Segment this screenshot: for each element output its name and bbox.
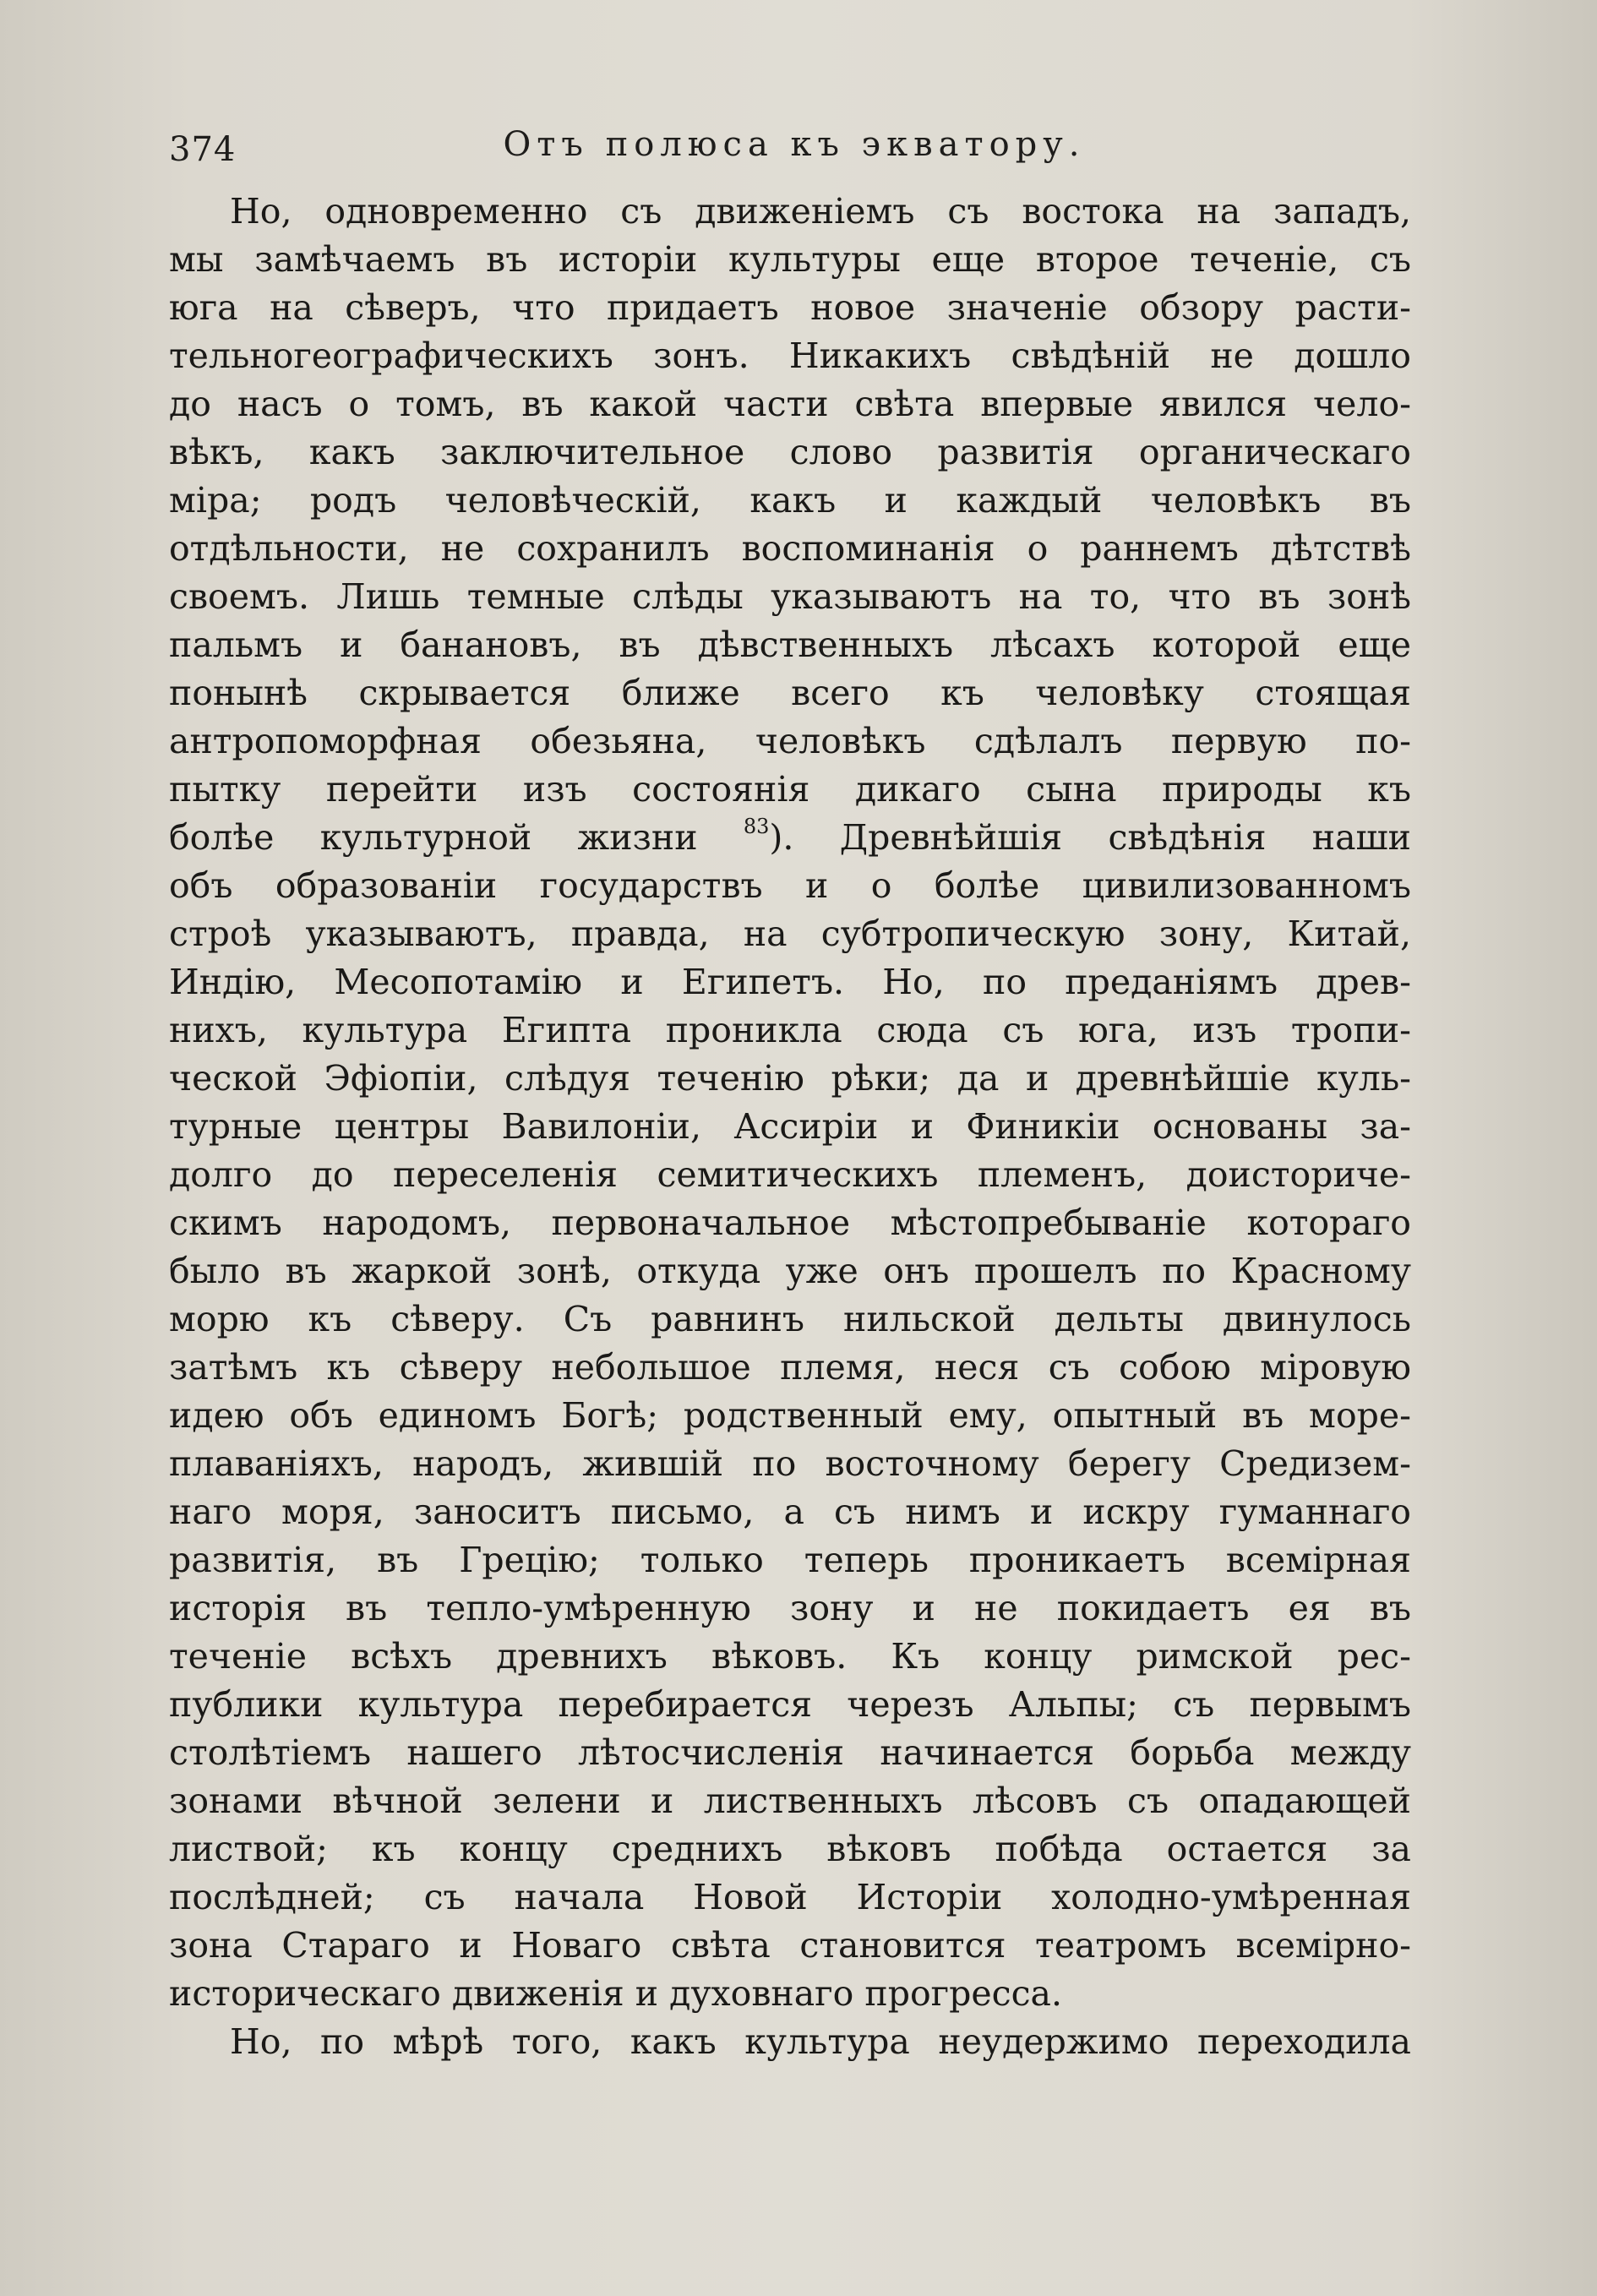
page-header	[169, 125, 1420, 176]
paragraph-end-line: историческаго движенія и духовнаго прогресса.	[169, 1973, 1063, 2014]
text-line: міра; родъ человѣческій, какъ и каждый человѣкъ въ	[169, 480, 1411, 521]
running-title: Отъ полюса къ экватору.	[503, 125, 1086, 164]
text-line: пальмъ и банановъ, въ дѣвственныхъ лѣсахъ которой еще	[169, 624, 1411, 665]
body-text	[169, 188, 1411, 2066]
footnote-reference: 83	[743, 815, 770, 839]
text-line: послѣдней; съ начала Новой Исторіи холодно-умѣренная	[169, 1877, 1411, 1917]
text-line: до насъ о томъ, въ какой части свѣта впервые явился чело-	[169, 384, 1411, 424]
text-line: Но, одновременно съ движеніемъ съ востока на западъ,	[230, 191, 1411, 232]
text-line: нихъ, культура Египта проникла сюда съ юга, изъ тропи-	[169, 1010, 1411, 1050]
text-line: Индію, Месопотамію и Египетъ. Но, по преданіямъ древ-	[169, 962, 1411, 1002]
text-line: плаваніяхъ, народъ, жившій по восточному берегу Средизем-	[169, 1443, 1411, 1484]
text-line: объ образованіи государствъ и о болѣе цивилизованномъ	[169, 865, 1411, 906]
text-line: турные центры Вавилоніи, Ассиріи и Финикіи основаны за-	[169, 1106, 1411, 1147]
page-number: 374	[169, 130, 237, 169]
text-line: отдѣльности, не сохранилъ воспоминанія о раннемъ дѣтствѣ	[169, 528, 1411, 569]
text-line: мы замѣчаемъ въ исторіи культуры еще второе теченіе, съ	[169, 239, 1411, 280]
text-line: ческой Эфіопіи, слѣдуя теченію рѣки; да и древнѣйшіе куль-	[169, 1058, 1411, 1099]
text-line: идею объ единомъ Богѣ; родственный ему, опытный въ море-	[169, 1395, 1411, 1436]
text-line: морю къ сѣверу. Съ равнинъ нильской дельты двинулось	[169, 1299, 1411, 1339]
text-line: долго до переселенія семитическихъ племенъ, доисториче-	[169, 1154, 1411, 1195]
text-line: зона Стараго и Новаго свѣта становится театромъ всемірно-	[169, 1925, 1411, 1966]
text-line: столѣтіемъ нашего лѣтосчисленія начинается борьба между	[169, 1732, 1411, 1773]
text-line: исторія въ тепло-умѣренную зону и не покидаетъ ея въ	[169, 1588, 1411, 1628]
text-line: строѣ указываютъ, правда, на субтропическую зону, Китай,	[169, 913, 1411, 954]
text-line: тельногеографическихъ зонъ. Никакихъ свѣдѣній не дошло	[169, 335, 1411, 376]
text-line-with-footnote	[169, 814, 1411, 862]
line-head: болѣе культурной жизни	[169, 817, 698, 858]
text-line: понынѣ скрывается ближе всего къ человѣку стоящая	[169, 673, 1411, 713]
text-line: наго моря, заноситъ письмо, а съ нимъ и искру гуманнаго	[169, 1492, 1411, 1532]
text-line: публики культура перебирается черезъ Альпы; съ первымъ	[169, 1684, 1411, 1725]
text-line: юга на сѣверъ, что придаетъ новое значеніе обзору расти-	[169, 287, 1411, 328]
text-line: Но, по мѣрѣ того, какъ культура неудержимо переходила	[230, 2021, 1411, 2062]
text-line: пытку перейти изъ состоянія дикаго сына природы къ	[169, 769, 1411, 810]
text-line: антропоморфная обезьяна, человѣкъ сдѣлалъ первую по-	[169, 721, 1411, 761]
text-line: было въ жаркой зонѣ, откуда уже онъ прошелъ по Красному	[169, 1251, 1411, 1291]
text-line: листвой; къ концу среднихъ вѣковъ побѣда остается за	[169, 1829, 1411, 1869]
text-line: своемъ. Лишь темные слѣды указываютъ на то, что въ зонѣ	[169, 576, 1411, 617]
text-line: вѣкъ, какъ заключительное слово развитія органическаго	[169, 432, 1411, 472]
text-line: затѣмъ къ сѣверу небольшое племя, неся съ собою міровую	[169, 1347, 1411, 1388]
text-line: развитія, въ Грецію; только теперь проникаетъ всемірная	[169, 1540, 1411, 1580]
line-tail: ). Древнѣйшія свѣдѣнія наши	[769, 817, 1411, 858]
text-line: теченіе всѣхъ древнихъ вѣковъ. Къ концу римской рес-	[169, 1636, 1411, 1677]
text-line: скимъ народомъ, первоначальное мѣстопребываніе котораго	[169, 1203, 1411, 1243]
text-line: зонами вѣчной зелени и лиственныхъ лѣсовъ съ опадающей	[169, 1781, 1411, 1821]
